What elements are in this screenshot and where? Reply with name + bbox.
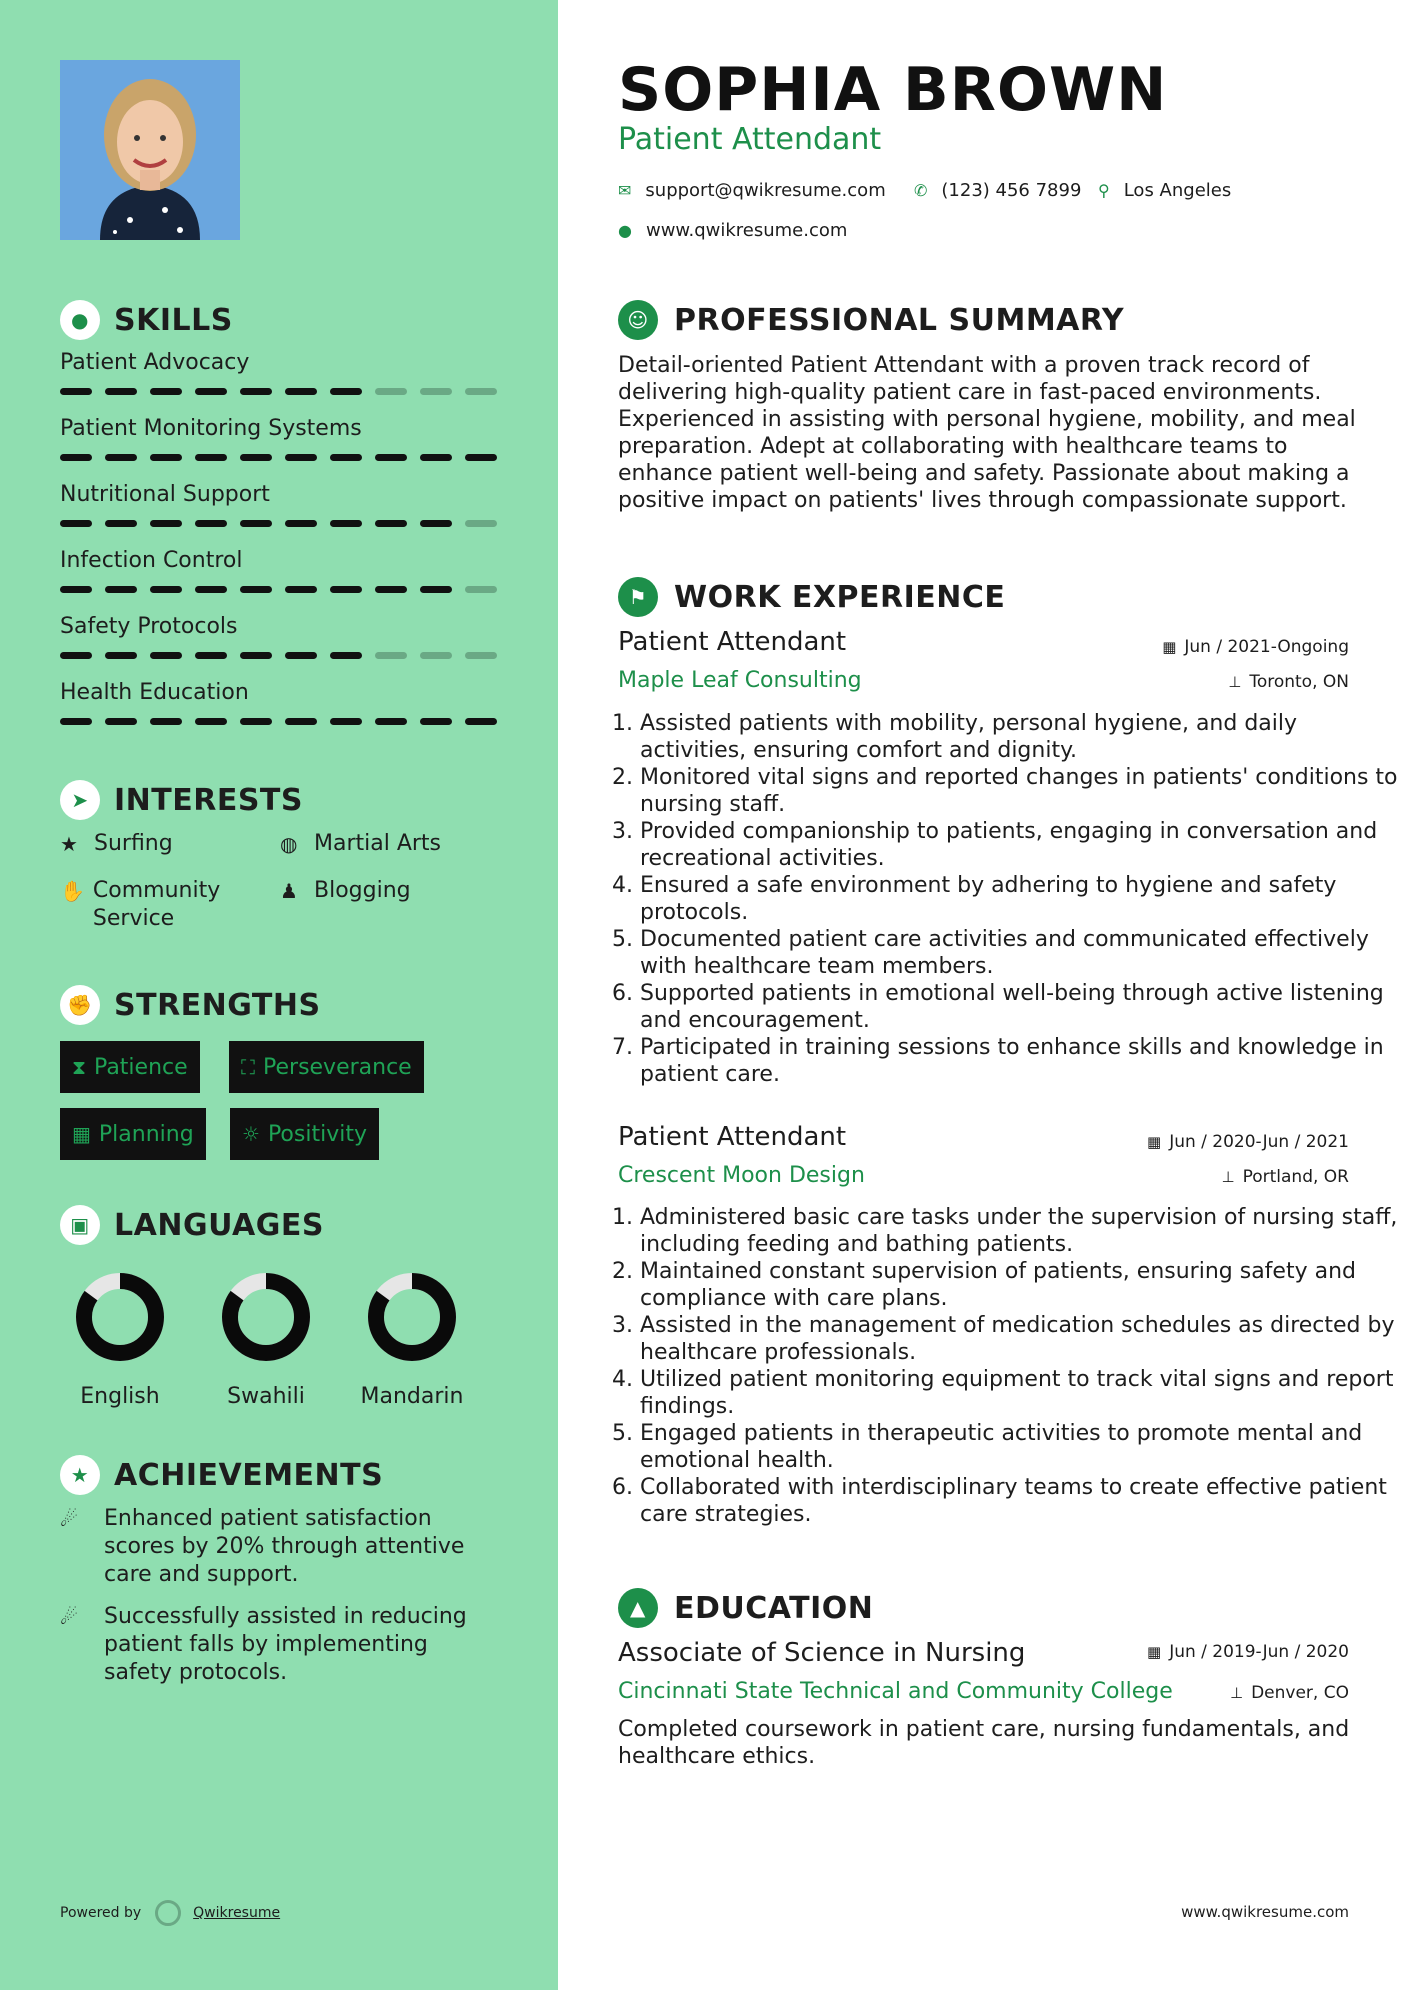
strength-tag: ▦ Planning (60, 1108, 206, 1160)
job-duties (618, 710, 1400, 1088)
skill-segment (105, 388, 137, 395)
hourglass-icon: ⧗ (72, 1055, 87, 1079)
duty-item: 2. Monitored vital signs and reported changes in patients' conditions to nursing staff. (640, 764, 1400, 818)
skill-name: Infection Control (60, 548, 243, 573)
achievement-item: ☄ Successfully assisted in reducing patient falls by implementing safety protocols. (60, 1604, 467, 1685)
skill-item (60, 416, 500, 461)
language-item (352, 1272, 472, 1409)
skill-segment (285, 718, 317, 725)
language-donut (75, 1272, 165, 1362)
skill-segment (375, 388, 407, 395)
shooting-star-icon: ☄ (60, 1605, 78, 1629)
skill-segment (195, 586, 227, 593)
skill-segment (420, 586, 452, 593)
phone-icon: ✆ (914, 181, 928, 200)
skill-bar (60, 652, 500, 659)
achievements-heading: ★ ACHIEVEMENTS (60, 1455, 383, 1495)
duty-item: 6. Supported patients in emotional well-being through active listening and encouragement. (640, 980, 1400, 1034)
skill-name: Patient Advocacy (60, 350, 250, 375)
qwikresume-logo-icon (155, 1900, 181, 1926)
job-title: Patient Attendant (618, 1122, 847, 1152)
job-location: ⊥ Portland, OR (1221, 1167, 1349, 1187)
skill-segment (150, 586, 182, 593)
map-pin-icon: ⚲ (1098, 181, 1110, 200)
sidebar (0, 0, 558, 1990)
skill-segment (60, 586, 92, 593)
skill-bar (60, 520, 500, 527)
skill-segment (240, 586, 272, 593)
skill-bar (60, 586, 500, 593)
duty-item: 5. Documented patient care activities and communicated effectively with healthcare team members. (640, 926, 1400, 980)
skill-segment (105, 586, 137, 593)
interest-item: ◍ Martial Arts (280, 831, 442, 856)
skill-name: Safety Protocols (60, 614, 238, 639)
skill-item (60, 614, 500, 659)
skill-segment (105, 454, 137, 461)
achievement-item: ☄ Enhanced patient satisfaction scores by 20% through attentive care and support. (60, 1506, 465, 1587)
skill-segment (240, 718, 272, 725)
skill-segment (375, 586, 407, 593)
hand-icon: ✋ (60, 879, 85, 903)
duty-item: 1. Administered basic care tasks under the supervision of nursing staff, including feeding and bathing patients. (640, 1204, 1400, 1258)
duty-item: 1. Assisted patients with mobility, personal hygiene, and daily activities, ensuring comfort and dignity. (640, 710, 1400, 764)
skill-segment (420, 718, 452, 725)
experience-heading: ⚑ WORK EXPERIENCE (618, 577, 1005, 617)
job-company: Maple Leaf Consulting (618, 668, 862, 693)
strength-tag: ⧗ Patience (60, 1041, 200, 1093)
skill-segment (105, 520, 137, 527)
job-location: ⊥ Toronto, ON (1228, 672, 1349, 692)
skill-segment (465, 718, 497, 725)
shooting-star-icon: ☄ (60, 1507, 78, 1531)
job-duties (618, 1204, 1400, 1528)
skill-segment (240, 388, 272, 395)
globe-icon: ● (618, 221, 632, 240)
job-dates: ▦ Jun / 2020-Jun / 2021 (1147, 1132, 1349, 1152)
skill-segment (285, 586, 317, 593)
skill-segment (60, 652, 92, 659)
language-donut (367, 1272, 457, 1362)
skill-segment (105, 718, 137, 725)
skill-segment (465, 388, 497, 395)
star-icon: ★ (60, 832, 78, 856)
skill-segment (150, 652, 182, 659)
pushpin-icon: ⊥ (1221, 1168, 1235, 1186)
binoculars-icon: ⛶ (241, 1055, 255, 1079)
job-title: Patient Attendant (618, 627, 847, 657)
education-dates: ▦ Jun / 2019-Jun / 2020 (1147, 1642, 1349, 1662)
interest-item: ★ Surfing (60, 831, 173, 856)
strength-tag: ⛶ Perseverance (229, 1041, 424, 1093)
strengths-heading: ✊ STRENGTHS (60, 985, 321, 1025)
skill-segment (465, 454, 497, 461)
candidate-name: SOPHIA BROWN (618, 55, 1168, 125)
skill-segment (150, 454, 182, 461)
skill-item (60, 680, 500, 725)
skill-segment (330, 388, 362, 395)
skill-segment (375, 652, 407, 659)
summary-heading: ☺ PROFESSIONAL SUMMARY (618, 300, 1124, 340)
interests-heading: ➤ INTERESTS (60, 780, 303, 820)
powered-by: Powered by Qwikresume (60, 1900, 280, 1926)
skill-bar (60, 388, 500, 395)
skill-segment (60, 520, 92, 527)
skill-segment (60, 388, 92, 395)
education-degree: Associate of Science in Nursing (618, 1638, 1026, 1668)
skill-segment (195, 520, 227, 527)
pushpin-icon: ⊥ (1230, 1684, 1244, 1702)
qwikresume-link[interactable]: Qwikresume (193, 1905, 281, 1921)
languages-heading: ▣ LANGUAGES (60, 1205, 324, 1245)
award-star-icon: ★ (60, 1455, 100, 1495)
education-description: Completed coursework in patient care, nursing fundamentals, and healthcare ethics. (618, 1717, 1350, 1769)
contact-website[interactable]: ● www.qwikresume.com (618, 220, 848, 241)
users-icon: ♟ (280, 879, 298, 903)
contact-location: ⚲ Los Angeles (1098, 180, 1232, 201)
job-company: Crescent Moon Design (618, 1163, 865, 1188)
footer-url[interactable]: www.qwikresume.com (1181, 1903, 1349, 1921)
skill-segment (285, 652, 317, 659)
graduation-icon: ▲ (618, 1588, 658, 1628)
calendar-icon: ▦ (72, 1122, 91, 1146)
duty-item: 7. Participated in training sessions to enhance skills and knowledge in patient care. (640, 1034, 1400, 1088)
skill-name: Health Education (60, 680, 249, 705)
portrait-image (60, 60, 240, 240)
lightbulb-icon: ● (60, 300, 100, 340)
candidate-role: Patient Attendant (618, 122, 882, 157)
skill-bar (60, 718, 500, 725)
skill-segment (150, 718, 182, 725)
skill-segment (60, 454, 92, 461)
language-donut (221, 1272, 311, 1362)
skill-segment (285, 388, 317, 395)
job-dates: ▦ Jun / 2021-Ongoing (1162, 637, 1349, 657)
duty-item: 2. Maintained constant supervision of patients, ensuring safety and compliance with care plans. (640, 1258, 1400, 1312)
skill-segment (240, 454, 272, 461)
skill-segment (195, 652, 227, 659)
skill-segment (420, 388, 452, 395)
skill-bar (60, 454, 500, 461)
duty-item: 4. Utilized patient monitoring equipment to track vital signs and report findings. (640, 1366, 1400, 1420)
skill-item (60, 350, 500, 395)
skill-segment (240, 652, 272, 659)
skill-segment (465, 652, 497, 659)
duty-item: 3. Provided companionship to patients, engaging in conversation and recreational activities. (640, 818, 1400, 872)
skill-segment (375, 520, 407, 527)
duty-item: 3. Assisted in the management of medication schedules as directed by healthcare professionals. (640, 1312, 1400, 1366)
skill-segment (150, 520, 182, 527)
skill-segment (330, 454, 362, 461)
language-icon: ▣ (60, 1205, 100, 1245)
language-item (206, 1272, 326, 1409)
skill-segment (420, 454, 452, 461)
skill-segment (330, 718, 362, 725)
skill-segment (375, 454, 407, 461)
skill-name: Patient Monitoring Systems (60, 416, 362, 441)
calendar-icon: ▦ (1147, 1643, 1162, 1661)
profile-photo (60, 60, 240, 240)
skill-item (60, 482, 500, 527)
fist-icon: ✊ (60, 985, 100, 1025)
skill-segment (420, 652, 452, 659)
sun-icon: ☼ (242, 1122, 260, 1146)
duty-item: 4. Ensured a safe environment by adhering to hygiene and safety protocols. (640, 872, 1400, 926)
skill-name: Nutritional Support (60, 482, 270, 507)
calendar-icon: ▦ (1162, 638, 1177, 656)
skill-segment (195, 454, 227, 461)
paper-plane-icon: ➤ (60, 780, 100, 820)
skill-item (60, 548, 500, 593)
skill-segment (330, 652, 362, 659)
skill-segment (420, 520, 452, 527)
contact-phone: ✆ (123) 456 7899 (914, 180, 1082, 201)
duty-item: 5. Engaged patients in therapeutic activities to promote mental and emotional health. (640, 1420, 1400, 1474)
skill-segment (105, 652, 137, 659)
briefcase-icon: ⚑ (618, 577, 658, 617)
interest-item: ♟ Blogging (280, 878, 411, 903)
language-item (60, 1272, 180, 1409)
skill-segment (375, 718, 407, 725)
language-name: Mandarin (360, 1384, 464, 1409)
calendar-icon: ▦ (1147, 1133, 1162, 1151)
education-heading: ▲ EDUCATION (618, 1588, 873, 1628)
education-school: Cincinnati State Technical and Community College (618, 1679, 1173, 1704)
skill-segment (195, 718, 227, 725)
skill-segment (285, 520, 317, 527)
envelope-icon: ✉ (618, 181, 632, 200)
skill-segment (330, 520, 362, 527)
main-content (558, 0, 1407, 1990)
duty-item: 6. Collaborated with interdisciplinary teams to create effective patient care strategies. (640, 1474, 1400, 1528)
globe-icon: ◍ (280, 832, 298, 856)
skills-heading: ● SKILLS (60, 300, 233, 340)
education-location: ⊥ Denver, CO (1230, 1683, 1349, 1703)
skill-segment (330, 586, 362, 593)
pushpin-icon: ⊥ (1228, 673, 1242, 691)
skill-segment (465, 586, 497, 593)
skill-segment (60, 718, 92, 725)
interest-item: ✋ Community Service (60, 878, 221, 931)
user-icon: ☺ (618, 300, 658, 340)
language-name: English (80, 1384, 160, 1409)
summary-text: Detail-oriented Patient Attendant with a proven track record of delivering high-quality patient care in fast-paced environments. Experienced in assisting with personal hygiene, mobility, and meal preparation. Adept at collaborating with healthcare teams to enhance patient well-being and safety. Passionate about making a positive impact on patients' lives through compassionate support. (618, 353, 1356, 513)
skill-segment (240, 520, 272, 527)
strength-tag: ☼ Positivity (230, 1108, 379, 1160)
language-name: Swahili (227, 1384, 305, 1409)
skill-segment (285, 454, 317, 461)
skill-segment (195, 388, 227, 395)
skill-segment (150, 388, 182, 395)
contact-email[interactable]: ✉ support@qwikresume.com (618, 180, 886, 201)
skill-segment (465, 520, 497, 527)
